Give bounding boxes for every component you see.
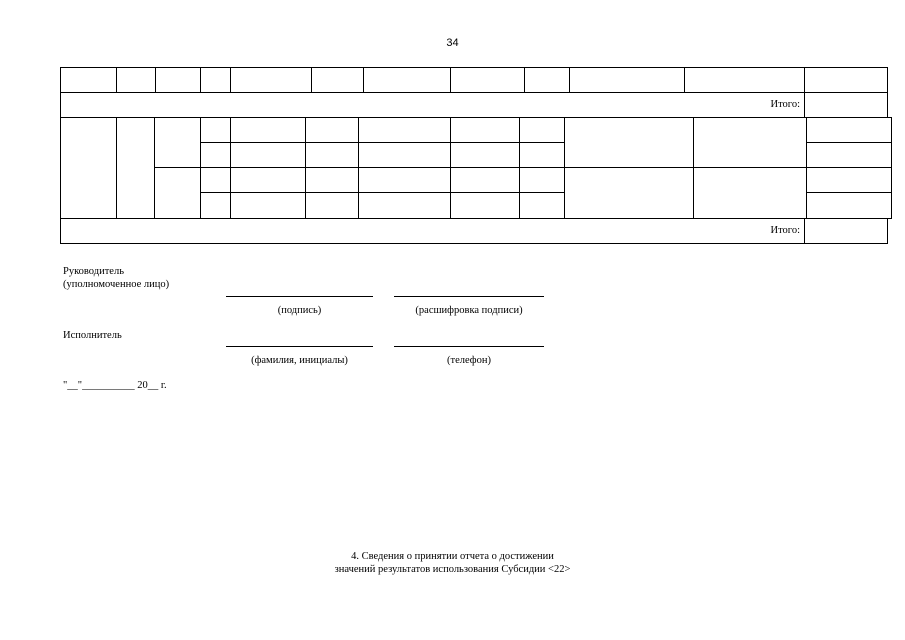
head-label-line2: (уполномоченное лицо) bbox=[63, 279, 170, 290]
page-number: 34 bbox=[446, 37, 459, 49]
phone-line bbox=[394, 346, 544, 347]
head-label-line1: Руководитель bbox=[63, 266, 124, 277]
name-caption: (фамилия, инициалы) bbox=[251, 355, 348, 366]
section-title bbox=[250, 550, 655, 576]
signature-caption: (подпись) bbox=[277, 305, 322, 316]
total-label-2: Итого: bbox=[770, 225, 800, 236]
executor-label: Исполнитель bbox=[63, 330, 122, 341]
signature-line bbox=[226, 296, 373, 297]
total-label-1: Итого: bbox=[770, 99, 800, 110]
section-title-line2: значений результатов использования Субсидии <22> bbox=[334, 564, 571, 575]
section-title-line1: 4. Сведения о принятии отчета о достижении bbox=[351, 551, 554, 562]
head-label bbox=[63, 265, 169, 291]
phone-caption: (телефон) bbox=[447, 355, 491, 366]
name-line bbox=[226, 346, 373, 347]
date-line: "__"__________ 20__ г. bbox=[63, 380, 167, 391]
signature-decoding-line bbox=[394, 296, 544, 297]
signature-decoding-caption: (расшифровка подписи) bbox=[415, 305, 523, 316]
